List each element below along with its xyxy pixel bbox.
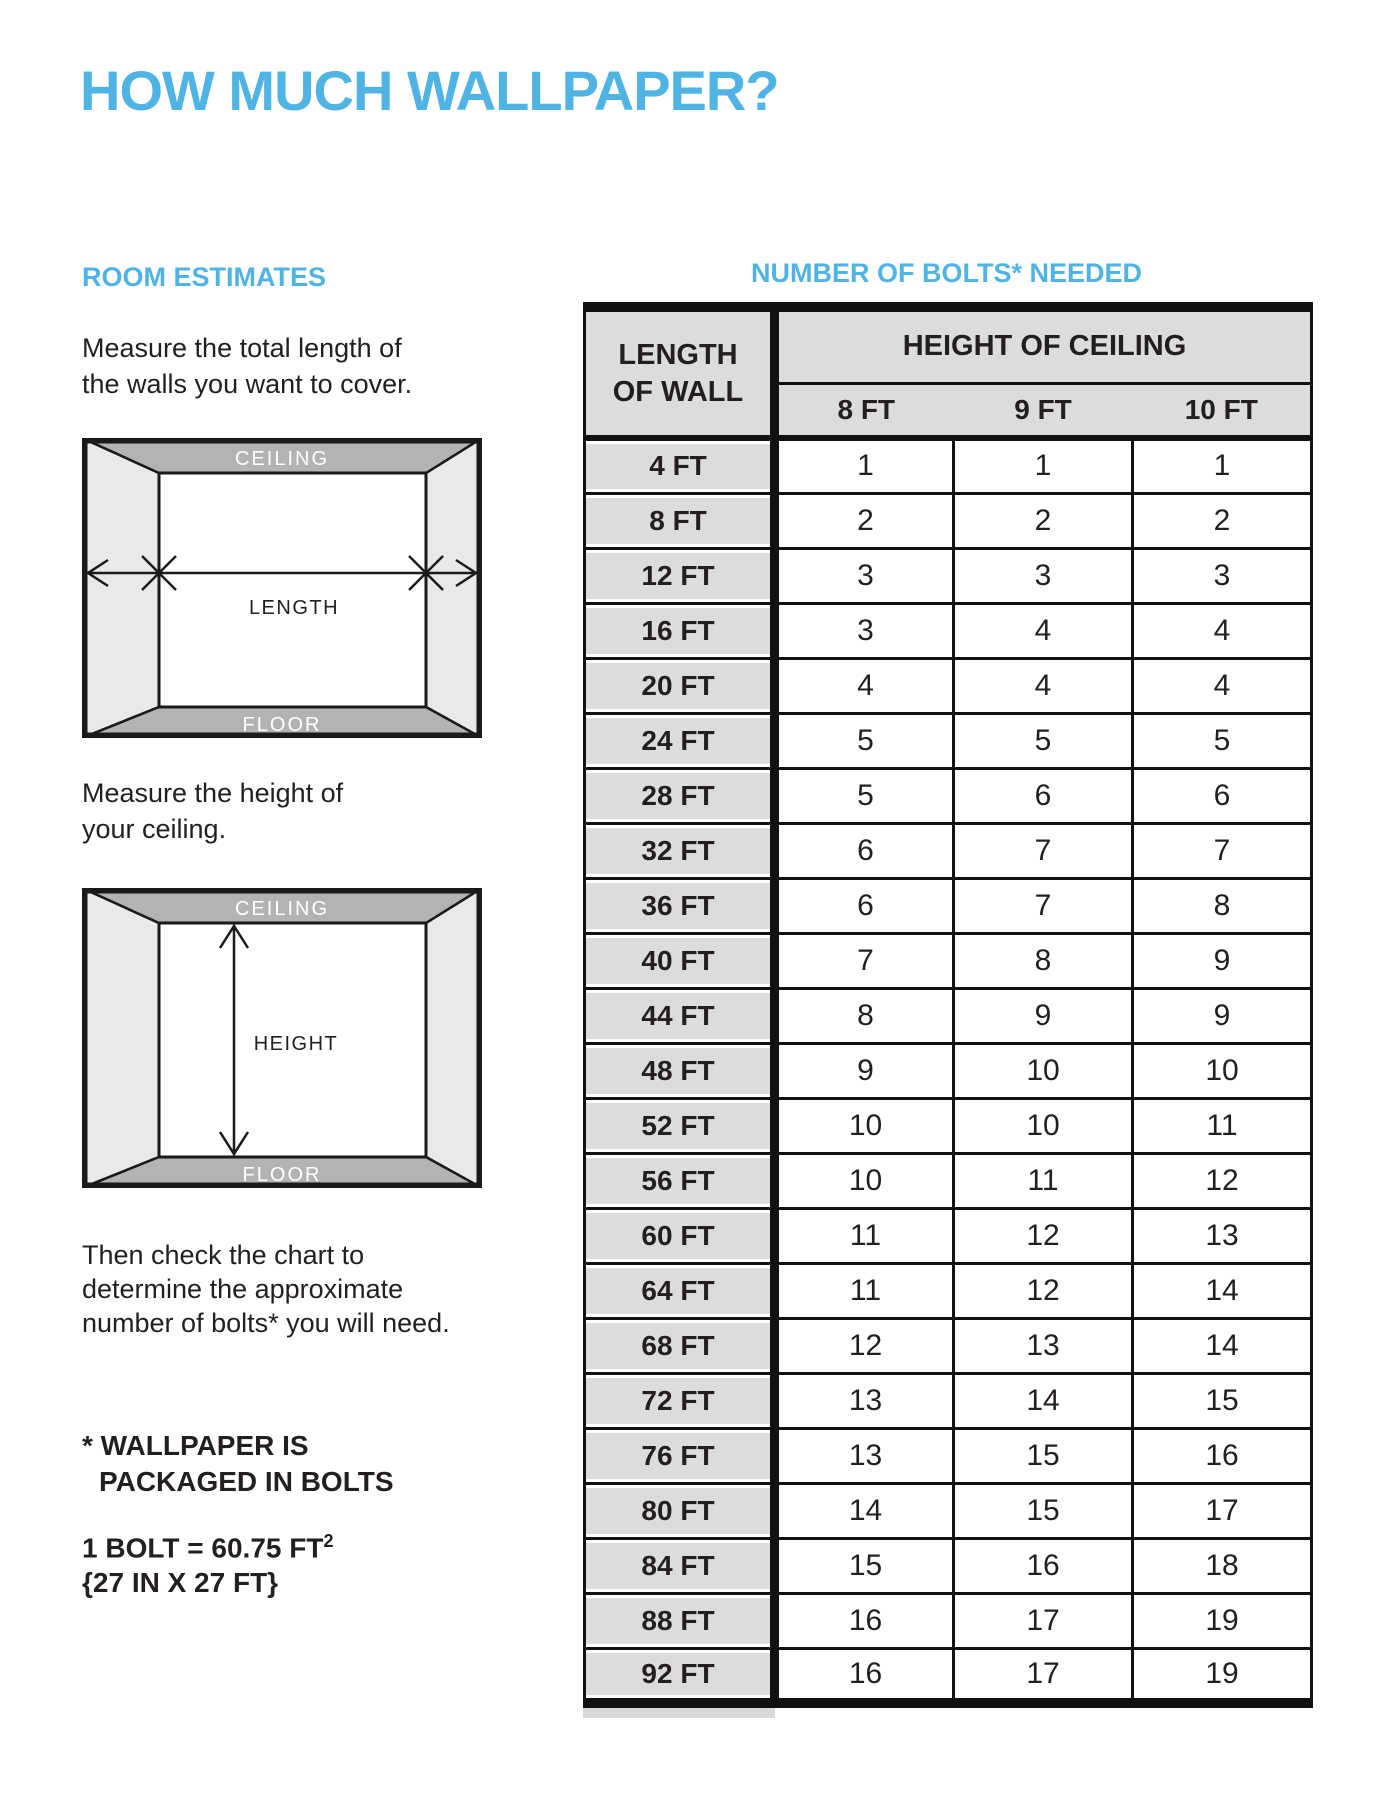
bolt-equation — [82, 1524, 333, 1565]
bolts-table-header — [585, 307, 1312, 438]
table-row — [585, 823, 1312, 878]
bolt-count-cell: 11 — [1133, 1098, 1312, 1153]
room-length-diagram — [82, 438, 482, 738]
wall-length-cell: 36 FT — [585, 878, 775, 933]
length-label: LENGTH — [248, 597, 340, 619]
bolt-equation-exponent: 2 — [323, 1531, 334, 1551]
bolt-count-cell: 4 — [1133, 658, 1312, 713]
bolt-count-cell: 13 — [775, 1428, 954, 1483]
wall-length-cell: 92 FT — [585, 1648, 775, 1703]
height-of-ceiling-header: HEIGHT OF CEILING — [775, 307, 1312, 383]
bolt-count-cell: 15 — [1133, 1373, 1312, 1428]
bolt-count-cell: 3 — [775, 548, 954, 603]
bolt-count-cell: 10 — [954, 1098, 1133, 1153]
bolt-count-cell: 5 — [954, 713, 1133, 768]
wall-length-cell: 44 FT — [585, 988, 775, 1043]
wall-length-cell: 24 FT — [585, 713, 775, 768]
measure-length-instruction — [82, 330, 412, 402]
floor-label: FLOOR — [242, 1164, 322, 1186]
length-header-line: LENGTH — [618, 338, 738, 371]
bolt-count-cell: 7 — [954, 823, 1133, 878]
bolt-count-cell: 6 — [1133, 768, 1312, 823]
table-row — [585, 1373, 1312, 1428]
right-wall-surface — [426, 888, 482, 1188]
instruction-line: number of bolts* you will need. — [82, 1308, 450, 1338]
column-header-8ft: 8 FT — [775, 383, 954, 438]
bolt-count-cell: 12 — [775, 1318, 954, 1373]
table-row — [585, 1428, 1312, 1483]
bolt-count-cell: 10 — [1133, 1043, 1312, 1098]
bolt-equation-text: 1 BOLT = 60.75 FT — [82, 1532, 324, 1564]
wallpaper-bolts-footnote — [82, 1428, 394, 1500]
bolt-count-cell: 1 — [954, 438, 1133, 493]
room-height-diagram — [82, 888, 482, 1188]
column-header-10ft: 10 FT — [1133, 383, 1312, 438]
instruction-line: determine the approximate — [82, 1274, 404, 1304]
bolt-dimensions: {27 IN X 27 FT} — [82, 1567, 279, 1599]
table-row — [585, 1538, 1312, 1593]
room-height-diagram-svg — [82, 888, 482, 1188]
bolt-count-cell: 15 — [775, 1538, 954, 1593]
bolt-count-cell: 13 — [1133, 1208, 1312, 1263]
table-row — [585, 658, 1312, 713]
bolt-count-cell: 3 — [775, 603, 954, 658]
bolt-count-cell: 13 — [775, 1373, 954, 1428]
wall-length-cell: 40 FT — [585, 933, 775, 988]
table-row — [585, 1098, 1312, 1153]
wall-length-cell: 60 FT — [585, 1208, 775, 1263]
bolt-count-cell: 7 — [775, 933, 954, 988]
bolt-count-cell: 12 — [1133, 1153, 1312, 1208]
bolt-count-cell: 14 — [775, 1483, 954, 1538]
instruction-line: your ceiling. — [82, 814, 227, 844]
bolt-count-cell: 4 — [1133, 603, 1312, 658]
measure-height-instruction — [82, 775, 343, 847]
bolt-count-cell: 3 — [1133, 548, 1312, 603]
table-row — [585, 1043, 1312, 1098]
height-label: HEIGHT — [253, 1033, 339, 1055]
bolt-count-cell: 12 — [954, 1263, 1133, 1318]
bolts-table-container — [583, 302, 1310, 1718]
back-wall-surface — [159, 473, 426, 707]
bolt-count-cell: 1 — [1133, 438, 1312, 493]
bolt-count-cell: 5 — [1133, 713, 1312, 768]
bolt-count-cell: 16 — [1133, 1428, 1312, 1483]
table-row — [585, 1593, 1312, 1648]
table-row — [585, 933, 1312, 988]
wall-length-cell: 64 FT — [585, 1263, 775, 1318]
bolt-count-cell: 17 — [1133, 1483, 1312, 1538]
bolts-table-body — [585, 438, 1312, 1703]
left-wall-surface — [82, 888, 159, 1188]
bolt-count-cell: 12 — [954, 1208, 1133, 1263]
wall-length-cell: 88 FT — [585, 1593, 775, 1648]
bolt-count-cell: 13 — [954, 1318, 1133, 1373]
bolt-count-cell: 7 — [1133, 823, 1312, 878]
partial-row-remnant — [583, 1708, 775, 1718]
bolt-count-cell: 18 — [1133, 1538, 1312, 1593]
bolt-count-cell: 3 — [954, 548, 1133, 603]
table-row — [585, 603, 1312, 658]
wall-length-cell: 80 FT — [585, 1483, 775, 1538]
bolt-count-cell: 4 — [954, 658, 1133, 713]
wall-length-cell: 8 FT — [585, 493, 775, 548]
footnote-line: PACKAGED IN BOLTS — [99, 1466, 394, 1497]
left-wall-surface — [82, 438, 159, 738]
table-row — [585, 713, 1312, 768]
bolt-count-cell: 10 — [954, 1043, 1133, 1098]
bolt-count-cell: 14 — [1133, 1263, 1312, 1318]
wall-length-cell: 12 FT — [585, 548, 775, 603]
wall-length-cell: 28 FT — [585, 768, 775, 823]
bolt-count-cell: 9 — [775, 1043, 954, 1098]
bolt-count-cell: 14 — [954, 1373, 1133, 1428]
bolt-count-cell: 8 — [954, 933, 1133, 988]
length-header-line: OF WALL — [612, 375, 744, 408]
bolt-count-cell: 17 — [954, 1593, 1133, 1648]
bolt-count-cell: 19 — [1133, 1648, 1312, 1703]
bolts-table — [583, 302, 1313, 1708]
bolt-count-cell: 5 — [775, 768, 954, 823]
bolt-count-cell: 14 — [1133, 1318, 1312, 1373]
bolt-count-cell: 11 — [775, 1263, 954, 1318]
wall-length-cell: 48 FT — [585, 1043, 775, 1098]
floor-label: FLOOR — [242, 714, 322, 736]
wall-length-cell: 4 FT — [585, 438, 775, 493]
bolt-count-cell: 9 — [1133, 933, 1312, 988]
wall-length-cell: 16 FT — [585, 603, 775, 658]
instruction-line: the walls you want to cover. — [82, 369, 413, 399]
bolts-needed-heading: NUMBER OF BOLTS* NEEDED — [750, 258, 1142, 288]
table-row — [585, 878, 1312, 933]
bolt-count-cell: 9 — [954, 988, 1133, 1043]
check-chart-instruction — [82, 1238, 450, 1340]
table-row — [585, 438, 1312, 493]
table-row — [585, 1648, 1312, 1703]
ceiling-label: CEILING — [234, 448, 330, 470]
wall-length-cell: 20 FT — [585, 658, 775, 713]
bolt-count-cell: 10 — [775, 1153, 954, 1208]
bolt-count-cell: 8 — [1133, 878, 1312, 933]
bolt-count-cell: 6 — [775, 878, 954, 933]
bolt-size-info — [82, 1524, 333, 1600]
bolt-count-cell: 4 — [775, 658, 954, 713]
bolt-count-cell: 2 — [1133, 493, 1312, 548]
right-wall-surface — [426, 438, 482, 738]
bolt-count-cell: 6 — [775, 823, 954, 878]
table-row — [585, 1208, 1312, 1263]
instruction-line: Then check the chart to — [82, 1240, 365, 1270]
bolt-count-cell: 15 — [954, 1428, 1133, 1483]
page-title: HOW MUCH WALLPAPER? — [80, 59, 779, 122]
bolt-count-cell: 10 — [775, 1098, 954, 1153]
bolt-count-cell: 16 — [954, 1538, 1133, 1593]
bolt-count-cell: 9 — [1133, 988, 1312, 1043]
bolt-count-cell: 2 — [954, 493, 1133, 548]
bolt-count-cell: 19 — [1133, 1593, 1312, 1648]
bolt-count-cell: 11 — [954, 1153, 1133, 1208]
instruction-line: Measure the height of — [82, 778, 344, 808]
wall-length-cell: 84 FT — [585, 1538, 775, 1593]
table-row — [585, 988, 1312, 1043]
bolt-count-cell: 17 — [954, 1648, 1133, 1703]
bolt-count-cell: 11 — [775, 1208, 954, 1263]
length-of-wall-header — [585, 307, 775, 438]
bolt-count-cell: 1 — [775, 438, 954, 493]
bolt-count-cell: 2 — [775, 493, 954, 548]
wall-length-cell: 32 FT — [585, 823, 775, 878]
table-row — [585, 1263, 1312, 1318]
bolt-count-cell: 16 — [775, 1648, 954, 1703]
bolt-count-cell: 16 — [775, 1593, 954, 1648]
footnote-line: * WALLPAPER IS — [82, 1430, 309, 1461]
table-row — [585, 1483, 1312, 1538]
table-row — [585, 548, 1312, 603]
table-row — [585, 768, 1312, 823]
bolt-count-cell: 5 — [775, 713, 954, 768]
table-header-row — [585, 307, 1312, 383]
table-row — [585, 1318, 1312, 1373]
column-header-9ft: 9 FT — [954, 383, 1133, 438]
table-row — [585, 1153, 1312, 1208]
room-length-diagram-svg — [82, 438, 482, 738]
room-estimates-heading: ROOM ESTIMATES — [82, 262, 327, 292]
bolt-count-cell: 15 — [954, 1483, 1133, 1538]
table-row — [585, 493, 1312, 548]
wall-length-cell: 72 FT — [585, 1373, 775, 1428]
instruction-line: Measure the total length of — [82, 333, 402, 363]
bolt-count-cell: 7 — [954, 878, 1133, 933]
wall-length-cell: 56 FT — [585, 1153, 775, 1208]
ceiling-label: CEILING — [234, 898, 330, 920]
wall-length-cell: 68 FT — [585, 1318, 775, 1373]
bolt-count-cell: 8 — [775, 988, 954, 1043]
wall-length-cell: 52 FT — [585, 1098, 775, 1153]
bolt-count-cell: 6 — [954, 768, 1133, 823]
bolt-count-cell: 4 — [954, 603, 1133, 658]
wall-length-cell: 76 FT — [585, 1428, 775, 1483]
